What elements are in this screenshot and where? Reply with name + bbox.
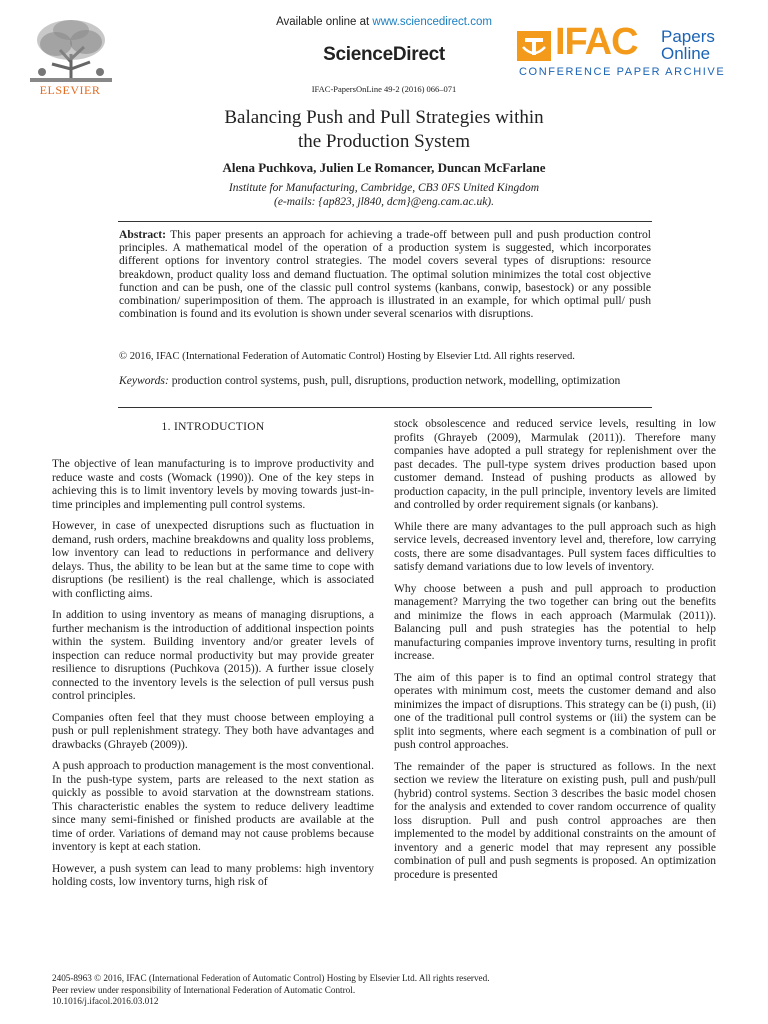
abstract-copyright: © 2016, IFAC (International Federation of Automatic Control) Hosting by Elsevier Ltd. All rights reserved. (119, 351, 575, 362)
section-heading-introduction: 1. INTRODUCTION (161, 421, 265, 433)
body-paragraph: The objective of lean manufacturing is to improve productivity and reduce waste and costs (Womack (1990)). One of the key steps in achieving this is to limit inventory levels by moving towards just-in-time principles and implementing pull control systems. (52, 458, 374, 511)
ifac-wordmark: IFAC (555, 21, 638, 63)
keywords-paragraph (119, 374, 651, 388)
page-footer (52, 973, 732, 1008)
footer-doi[interactable]: 10.1016/j.ifacol.2016.03.012 (52, 996, 159, 1006)
paper-title-line-1: Balancing Push and Pull Strategies within (224, 107, 544, 128)
body-paragraph: While there are many advantages to the pull approach such as high service levels, decreased inventory level and, therefore, low carrying costs, there are some disadvantages. Pull system faces difficulties to satisfy demand variations due to low levels of inventory. (394, 520, 716, 573)
abstract-label: Abstract: (119, 228, 167, 241)
abstract-bottom-rule (118, 407, 652, 408)
keywords-label: Keywords: (119, 374, 169, 387)
body-paragraph: However, a push system can lead to many problems: high inventory holding costs, low inventory turns, high risk of (52, 862, 374, 888)
right-column (394, 418, 716, 890)
journal-citation: IFAC-PapersOnLine 49-2 (2016) 066–071 (311, 84, 457, 94)
footer-peer-review: Peer review under responsibility of International Federation of Automatic Control. (52, 984, 356, 995)
body-paragraph: Why choose between a push and pull approach to production management? Marrying the two together can bring out the benefits and minimize the flows in each approach (Marmulak (2011)). Balancing pull and push strategies has the potential to help manufacturing companies improve inventory turns, resulting in profit increase. (394, 582, 716, 662)
elsevier-label: ELSEVIER (39, 83, 101, 97)
body-paragraph: The aim of this paper is to find an optimal control strategy that operates with minimum cost, meets the customer demand and also minimizes the impact of disruptions. This strategy can be (i) push, (ii) one of the traditional pull control systems or (iii) the system can be split into segments, where each segment is a combination of pull or push control approaches. (394, 671, 716, 751)
sciencedirect-link[interactable]: www.sciencedirect.com (372, 16, 492, 28)
ifac-symbol-icon (517, 31, 551, 61)
paper-authors: Alena Puchkova, Julien Le Romancer, Duncan McFarlane (222, 160, 546, 175)
ifac-logo-icon (517, 31, 551, 61)
ifac-online-label: Online (661, 44, 711, 63)
abstract-paragraph (119, 228, 651, 320)
footer-copyright: 2405-8963 © 2016, IFAC (International Federation of Automatic Control) Hosting by Elsevier Ltd. All rights reserved. (52, 973, 490, 983)
body-paragraph: Companies often feel that they must choose between employing a push or pull replenishment strategy. They both have advantages and drawbacks (Ghrayeb (2009)). (52, 711, 374, 751)
ifac-archive-label: CONFERENCE PAPER ARCHIVE (519, 66, 726, 78)
ifac-papers-label: Papers (661, 27, 715, 46)
paper-title-line-2: the Production System (297, 131, 471, 152)
left-column (52, 458, 374, 898)
body-paragraph: In addition to using inventory as means of managing disruptions, a further mechanism is the introduction of additional inspection points within the system. Building inventory and/or greater levels of inspection can reduce normal productivity but may provide greater resilience to disruptions (Puchkova (2015)). A further issue closely connected to the inventory levels is the selection of pull versus push control principles. (52, 609, 374, 702)
abstract-top-rule (118, 221, 652, 222)
paper-affiliation: Institute for Manufacturing, Cambridge, CB3 0FS United Kingdom (228, 182, 540, 194)
keywords-text: production control systems, push, pull, disruptions, production network, modelling, optimization (168, 374, 621, 387)
body-paragraph: The remainder of the paper is structured as follows. In the next section we review the literature on existing push, pull and push/pull (hybrid) control systems. Section 3 describes the basic model chosen for the analysis and extended to cover random occurrence of quality loss disruption. Pull and push control approaches are then implemented to the model by additional constraints on the amount of inventory and a generic model that may represent any possible combination of pull and push segments is proposed. An optimization procedure is presented (394, 760, 716, 881)
sciencedirect-wordmark: ScienceDirect (323, 44, 445, 65)
abstract-text: This paper presents an approach for achieving a trade-off between pull and push production control principles. A mathematical model of the operation of a production system is suggested, which incorporates different options for inventory control strategies. The model covers several types of disruptions: resource breakdown, product quality loss and demand fluctuation. The optimal solution minimizes the total cost objective function and can be push, one of the classic pull control systems (kanbans, conwip, basestock) or any possible combination/ superimposition of them. The approach is illustrated in an example, for which optimal pull/ push combination is found and its evolution is shown under several scenarios with disruptions. (119, 228, 651, 321)
paper-emails: (e-mails: {ap823, jl840, dcm}@eng.cam.ac.uk). (273, 196, 495, 208)
body-paragraph: stock obsolescence and reduced service levels, resulting in low profits (Ghrayeb (2009), Marmulak (2011)). Therefore many companies have adopted a pull strategy for replenishment over the past decades. The pull-type system drives production based upon customer demand. Instead of pushing products as allowed by production capacity, in the pull principle, inventory levels are limited and controlled by order requirement signals (or kanbans). (394, 418, 716, 511)
body-paragraph: A push approach to production management is the most conventional. In the push-type system, parts are released to the next station as quickly as possible to avoid starvation at the downstream stations. This characteristic enables the system to reduce delivery leadtime since many semi-finished or finished products are available at the time of order. Variations of demand may not cause problems because inventory is kept at each station. (52, 760, 374, 853)
availability-text: Available online at (276, 16, 373, 28)
body-paragraph: However, in case of unexpected disruptions such as fluctuation in demand, rush orders, machine breakdowns and quality loss problems, low inventory can lead to reductions in performance and delivery delays. Thus, the ability to be lean but at the same time to cope with disruptions (be resilient) is the real challenge, which is associated with conflicting aims. (52, 520, 374, 600)
